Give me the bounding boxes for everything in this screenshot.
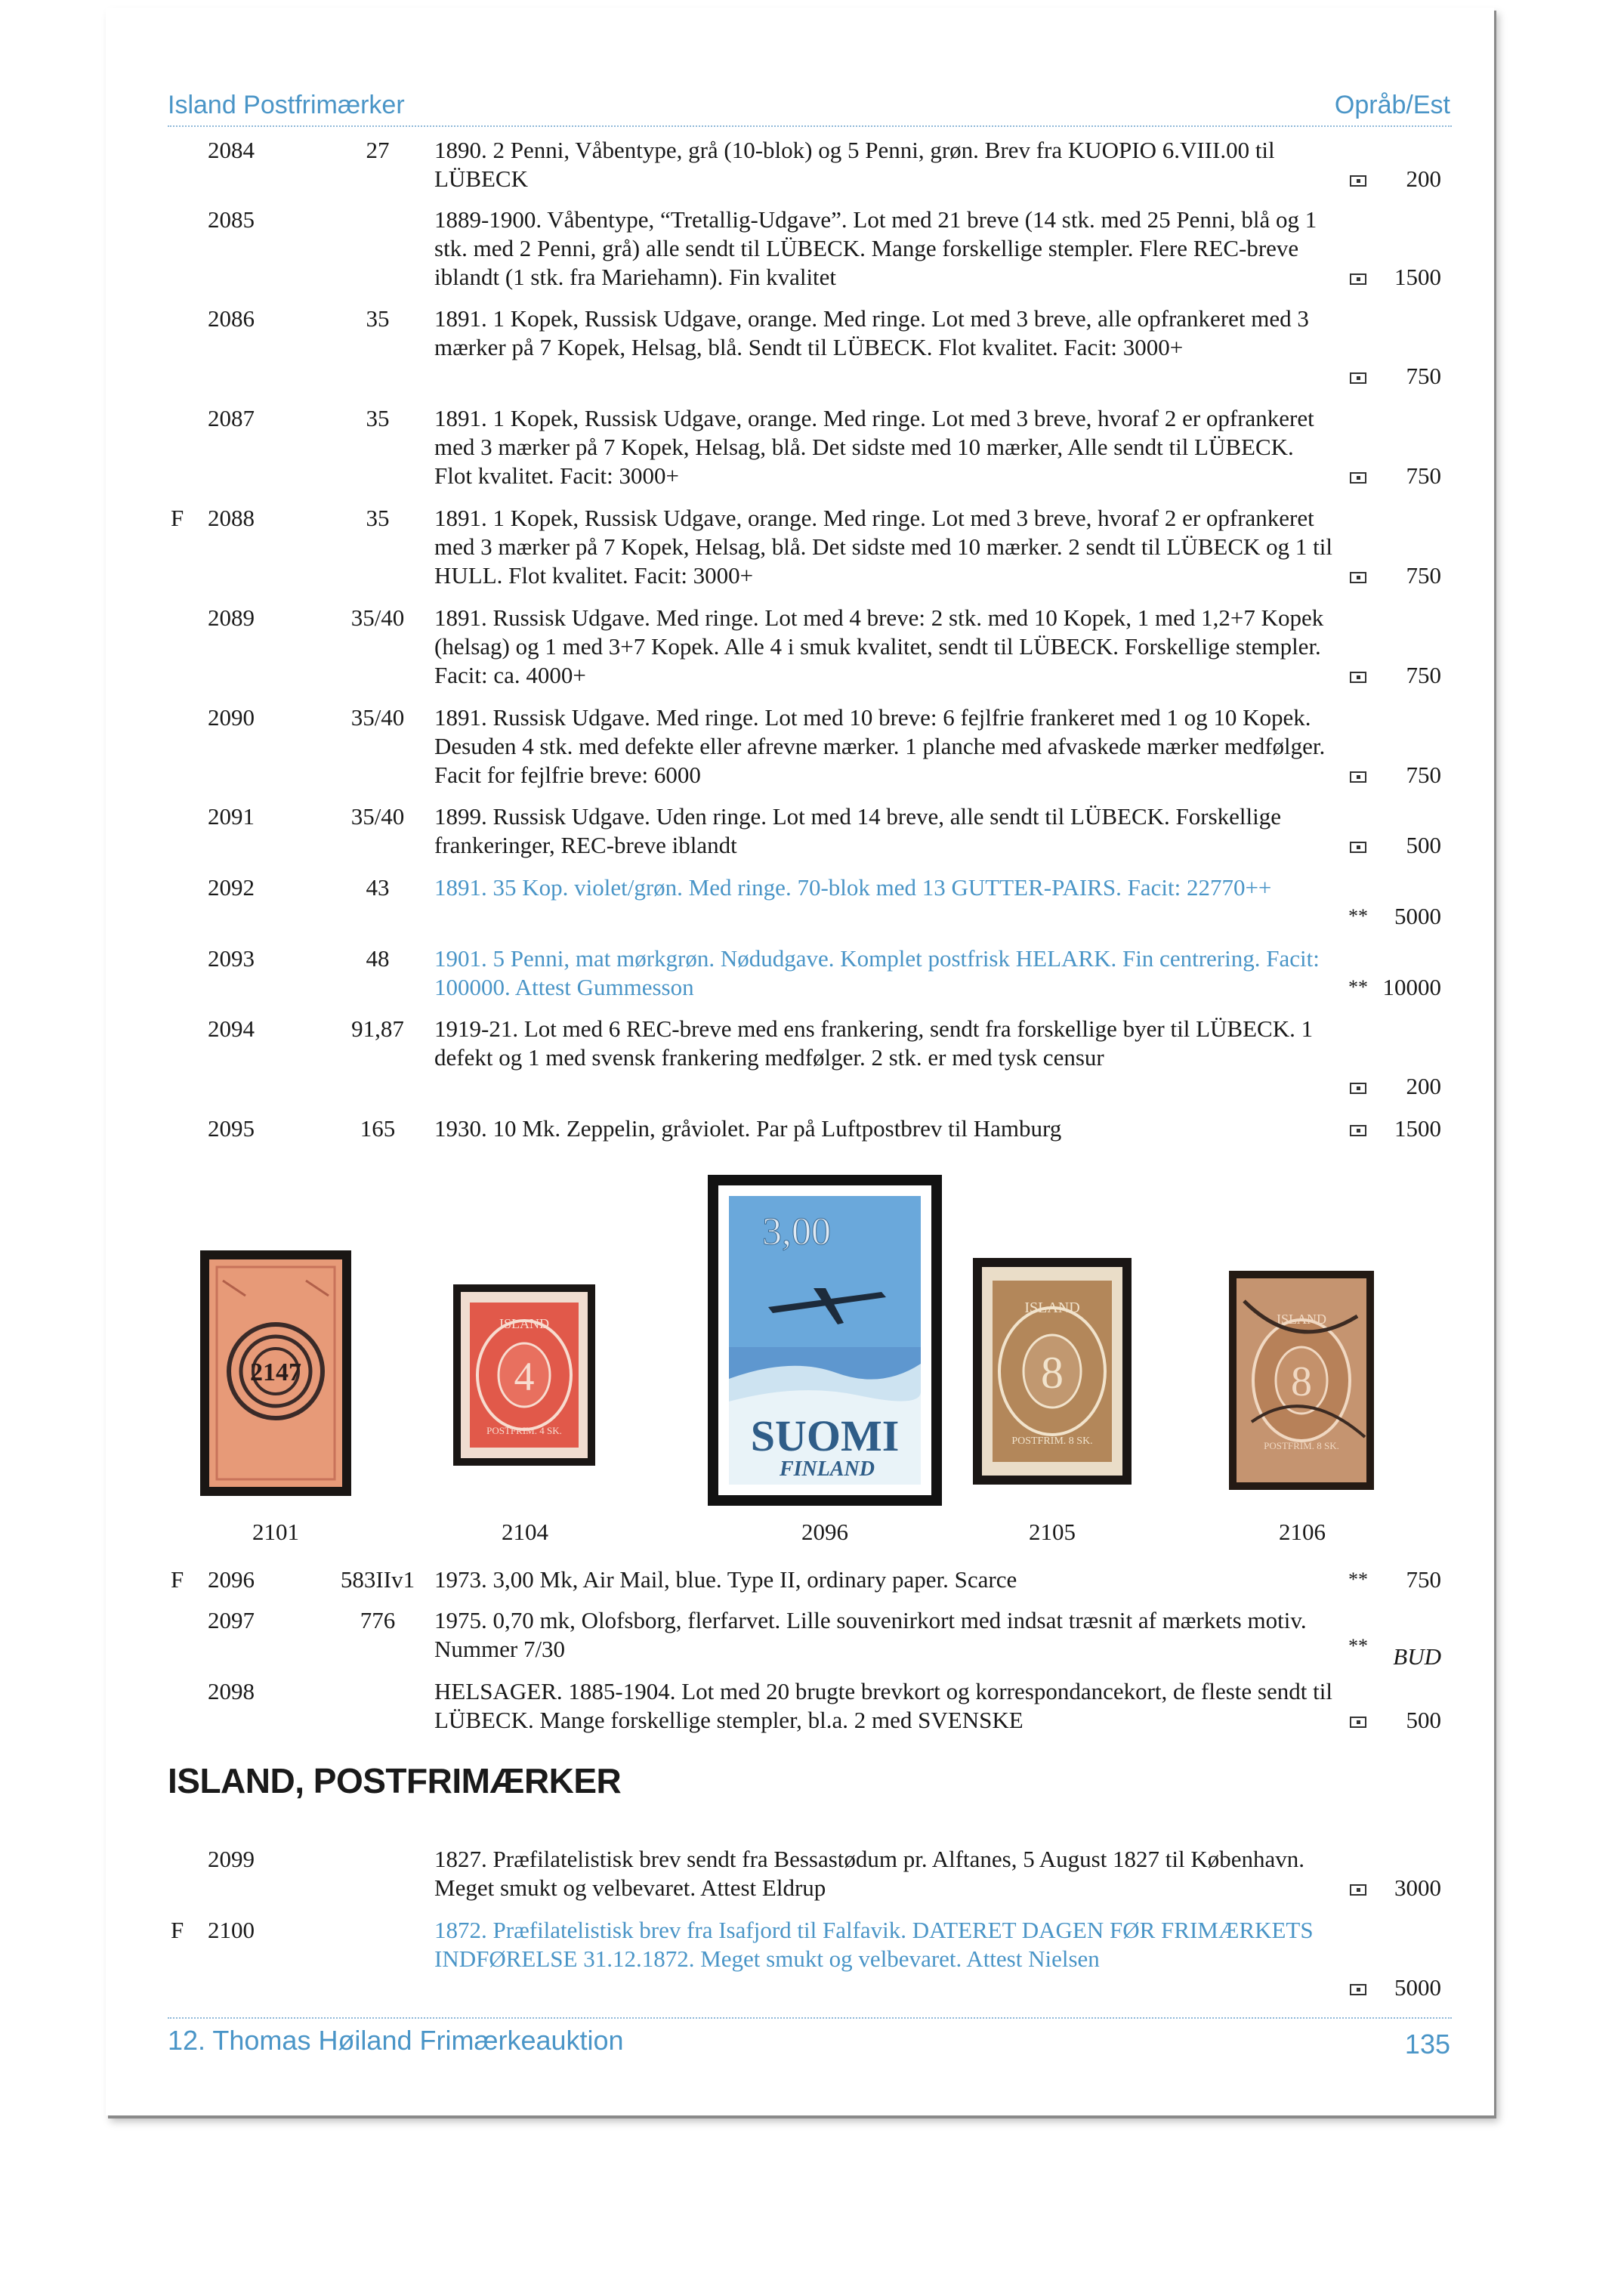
stamp-2105-value: 8 — [1041, 1348, 1064, 1398]
lot-number: 2089 — [208, 604, 255, 631]
stamp-2105-bottom-text: POSTFRIM. 8 SK. — [1011, 1435, 1093, 1447]
lot-flag: F — [171, 1917, 184, 1943]
lot-flag: F — [171, 505, 184, 531]
lot-entry — [106, 1916, 1494, 2002]
stamp-2096-name: SUOMI — [750, 1411, 900, 1460]
stamp-2101-image — [200, 1250, 351, 1496]
lot-description: 1975. 0,70 mk, Olofsborg, flerfarvet. Lille souvenirkort med indsat træsnit af mærkets motiv. Nummer 7/30 — [434, 1607, 1307, 1662]
catalog-number: 48 — [366, 945, 390, 972]
stamp-2104-bottom-text: POSTFRIM. 4 SK. — [486, 1425, 562, 1436]
lot-description: 1891. 1 Kopek, Russisk Udgave, orange. Med ringe. Lot med 3 breve, alle opfrankeret med 3 mærker på 7 Kopek, Helsag, blå. Sendt til LÜBECK. Flot kvalitet. Facit: 3000+ — [434, 305, 1309, 360]
lot-description: 1827. Præfilatelistisk brev sendt fra Bessastødum pr. Alftanes, 5 August 1827 til København. Meget smukt og velbevaret. Attest Eldrup — [434, 1846, 1305, 1901]
lot-number: 2085 — [208, 206, 255, 233]
lot-number: 2096 — [208, 1566, 255, 1593]
lot-estimate: 750 — [1406, 1566, 1441, 1593]
lot-description: HELSAGER. 1885-1904. Lot med 20 brugte brevkort og korrespondancekort, de fleste sendt til LÜBECK. Mange forskellige stempler, bl.a. 2 med SVENSKE — [434, 1678, 1332, 1733]
lot-estimate: 5000 — [1394, 903, 1441, 929]
catalog-number: 35 — [366, 505, 390, 531]
mint-condition-mark: ** — [1348, 1568, 1368, 1590]
lot-entry — [106, 1565, 1494, 1594]
lot-estimate: 200 — [1406, 1073, 1441, 1099]
lot-estimate: BUD — [1393, 1643, 1441, 1670]
lot-estimate: 750 — [1406, 662, 1441, 688]
lot-number: 2088 — [208, 505, 255, 531]
lot-entry — [106, 1606, 1494, 1671]
lot-description: 1901. 5 Penni, mat mørkgrøn. Nødudgave. Komplet postfrisk HELARK. Fin centrering. Facit: 100000. Attest Gummesson — [434, 945, 1320, 1000]
lot-number: 2094 — [208, 1015, 255, 1042]
stamp-2104-image — [453, 1284, 595, 1466]
lot-estimate: 750 — [1406, 462, 1441, 489]
lot-number: 2093 — [208, 945, 255, 972]
footer-rule — [168, 2017, 1452, 2019]
catalog-number: 35/40 — [350, 704, 405, 731]
stamp-2096-image — [708, 1175, 942, 1506]
lot-estimate: 5000 — [1394, 1974, 1441, 2001]
lot-estimate: 3000 — [1394, 1874, 1441, 1901]
stamp-2101-cancel-number: 2147 — [250, 1358, 301, 1386]
lot-entry — [106, 802, 1494, 860]
lot-description: 1891. Russisk Udgave. Med ringe. Lot med 10 breve: 6 fejlfrie frankeret med 1 og 10 Kopek. Desuden 4 stk. med defekte eller afrevne mærker. 1 planche med afvaskede mærker medfølger. Facit for fejlfrie breve: 6000 — [434, 704, 1326, 788]
lot-description: 1930. 10 Mk. Zeppelin, gråviolet. Par på Luftpostbrev til Hamburg — [434, 1115, 1062, 1142]
lot-description: 1973. 3,00 Mk, Air Mail, blue. Type II, ordinary paper. Scarce — [434, 1566, 1017, 1593]
catalog-number: 35 — [366, 405, 390, 431]
lot-estimate: 200 — [1406, 165, 1441, 192]
lot-entry — [106, 604, 1494, 690]
lot-estimate: 750 — [1406, 363, 1441, 389]
lot-description: 1899. Russisk Udgave. Uden ringe. Lot med 14 breve, alle sendt til LÜBECK. Forskellige frankeringer, REC-breve iblandt — [434, 803, 1281, 858]
lot-number: 2099 — [208, 1846, 255, 1872]
catalog-number: 35/40 — [350, 604, 405, 631]
mint-condition-mark: ** — [1348, 905, 1368, 927]
lot-number: 2092 — [208, 874, 255, 901]
stamp-caption: 2096 — [801, 1519, 848, 1545]
lot-estimate: 750 — [1406, 762, 1441, 788]
catalog-number: 27 — [366, 137, 390, 163]
stamp-2105-image — [973, 1258, 1132, 1485]
stamp-2106-value: 8 — [1291, 1358, 1312, 1405]
stamp-2106-bottom-text: POSTFRIM. 8 SK. — [1264, 1440, 1339, 1451]
lot-description: 1891. Russisk Udgave. Med ringe. Lot med 4 breve: 2 stk. med 10 Kopek, 1 med 1,2+7 Kopek (helsag) og 1 med 3+7 Kopek. Alle 4 i smuk kvalitet, sendt til LÜBECK. Forskellige stempler. Facit: ca. 4000+ — [434, 604, 1324, 688]
lot-entry — [106, 1015, 1494, 1101]
lot-estimate: 500 — [1406, 1707, 1441, 1733]
mint-condition-mark: ** — [1348, 1635, 1368, 1657]
lot-number: 2086 — [208, 305, 255, 332]
stamp-caption: 2104 — [502, 1519, 548, 1545]
lot-entry — [106, 944, 1494, 1002]
footer-auction-title: 12. Thomas Høiland Frimærkeauktion — [168, 2025, 624, 2056]
running-header-estimate: Opråb/Est — [1334, 91, 1450, 119]
lot-description: 1891. 35 Kop. violet/grøn. Med ringe. 70-blok med 13 GUTTER-PAIRS. Facit: 22770++ — [434, 874, 1272, 901]
lot-number: 2087 — [208, 405, 255, 431]
lot-flag: F — [171, 1566, 184, 1593]
lot-number: 2084 — [208, 137, 255, 163]
stamp-2096-value: 3,00 — [762, 1210, 831, 1253]
lot-description: 1889-1900. Våbentype, “Tretallig-Udgave”. Lot med 21 breve (14 stk. med 25 Penni, blå og 1 stk. med 2 Penni, grå) alle sendt til LÜBECK. Mange forskellige stempler. Flere REC-breve iblandt (1 stk. fra Mariehamn). Fin kvalitet — [434, 206, 1317, 290]
lot-number: 2091 — [208, 803, 255, 830]
lot-entry — [106, 703, 1494, 790]
lot-entry — [106, 404, 1494, 490]
lot-description: 1919-21. Lot med 6 REC-breve med ens frankering, sendt fra forskellige byer til LÜBECK. 1 defekt og 1 med svensk frankering medfølger. 2 stk. er med tysk censur — [434, 1015, 1314, 1071]
lot-estimate: 750 — [1406, 562, 1441, 589]
mint-condition-mark: ** — [1348, 976, 1368, 998]
stamp-2106-image — [1229, 1271, 1374, 1490]
header-rule — [168, 125, 1452, 127]
lot-description: 1891. 1 Kopek, Russisk Udgave, orange. Med ringe. Lot med 3 breve, hvoraf 2 er opfrankeret med 3 mærker på 7 Kopek, Helsag, blå. Det sidste med 10 mærker. 2 sendt til LÜBECK og 1 til HULL. Flot kvalitet. Facit: 3000+ — [434, 505, 1333, 589]
catalog-number: 776 — [360, 1607, 396, 1633]
lot-number: 2100 — [208, 1917, 255, 1943]
lot-entry — [106, 873, 1494, 931]
section-heading: ISLAND, POSTFRIMÆRKER — [168, 1761, 622, 1800]
catalog-page — [106, 8, 1494, 2115]
lot-description: 1890. 2 Penni, Våbentype, grå (10-blok) og 5 Penni, grøn. Brev fra KUOPIO 6.VIII.00 til LÜBECK — [434, 137, 1275, 192]
lot-estimate: 500 — [1406, 832, 1441, 858]
lot-entry — [106, 206, 1494, 292]
stamp-caption: 2105 — [1029, 1519, 1076, 1545]
catalog-number: 165 — [360, 1115, 396, 1142]
lot-entry — [106, 136, 1494, 193]
stamp-caption: 2106 — [1279, 1519, 1326, 1545]
lot-entry — [106, 304, 1494, 391]
lot-entry — [106, 504, 1494, 590]
lot-entry — [106, 1114, 1494, 1143]
stamp-2104-value: 4 — [514, 1354, 535, 1399]
lot-number: 2090 — [208, 704, 255, 731]
page-number: 135 — [1404, 2029, 1450, 2060]
lot-number: 2095 — [208, 1115, 255, 1142]
lot-description: 1891. 1 Kopek, Russisk Udgave, orange. Med ringe. Lot med 3 breve, hvoraf 2 er opfrankeret med 3 mærker på 7 Kopek, Helsag, blå. Det sidste med 10 mærker, Alle sendt til LÜBECK. Flot kvalitet. Facit: 3000+ — [434, 405, 1314, 489]
lot-number: 2097 — [208, 1607, 255, 1633]
stamp-caption: 2101 — [252, 1519, 299, 1545]
lot-estimate: 1500 — [1394, 264, 1441, 290]
running-header-title: Island Postfrimærker — [168, 91, 405, 119]
stamp-2104-top-text: ISLAND — [499, 1316, 549, 1331]
lot-estimate: 1500 — [1394, 1115, 1441, 1142]
lot-description: 1872. Præfilatelistisk brev fra Isafjord til Falfavik. DATERET DAGEN FØR FRIMÆRKETS INDFØRELSE 31.12.1872. Meget smukt og velbevaret. Attest Nielsen — [434, 1917, 1314, 1972]
catalog-number: 35 — [366, 305, 390, 332]
stamp-2105-top-text: ISLAND — [1024, 1299, 1080, 1316]
catalog-number: 91,87 — [351, 1015, 404, 1042]
stamp-2106-top-text: ISLAND — [1277, 1312, 1326, 1327]
lot-estimate: 10000 — [1382, 974, 1441, 1000]
lot-entry — [106, 1677, 1494, 1735]
stamp-2096-country: FINLAND — [779, 1457, 875, 1481]
catalog-number: 43 — [366, 874, 390, 901]
lot-number: 2098 — [208, 1678, 255, 1704]
catalog-number: 35/40 — [350, 803, 405, 830]
catalog-number: 583IIv1 — [340, 1566, 415, 1593]
lot-entry — [106, 1845, 1494, 1902]
